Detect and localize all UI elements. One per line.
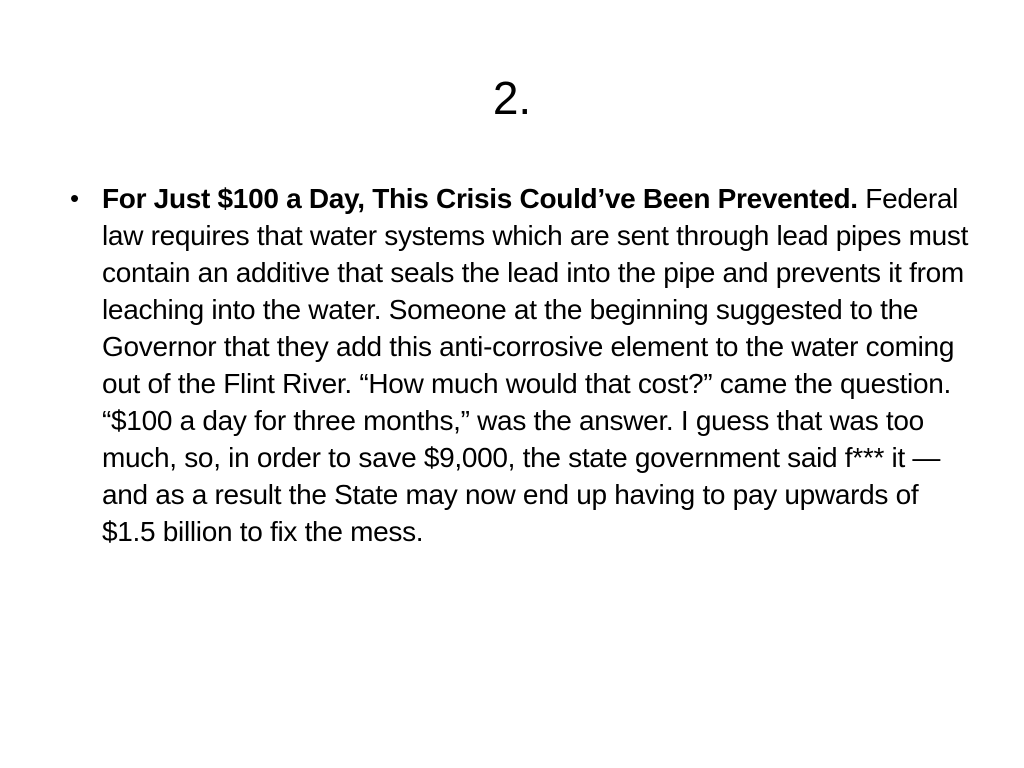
bullet-item xyxy=(70,180,970,550)
bullet-list xyxy=(70,180,970,550)
bullet-lead-text: For Just $100 a Day, This Crisis Could’ve Been Prevented. xyxy=(102,183,858,214)
bullet-body-text: Federal law requires that water systems which are sent through lead pipes must contain an additive that seals the lead into the pipe and prevents it from leaching into the water. Someone at the beginning suggested to the Governor that they add this anti-corrosive element to the water coming out of the Flint River. “How much would that cost?” came the question. “$100 a day for three months,” was the answer. I guess that was too much, so, in order to save $9,000, the state government said f*** it — and as a result the State may now end up having to pay upwards of $1.5 billion to fix the mess. xyxy=(102,183,969,547)
bullet-glyph: • xyxy=(70,183,79,213)
slide-title: 2. xyxy=(492,72,532,124)
